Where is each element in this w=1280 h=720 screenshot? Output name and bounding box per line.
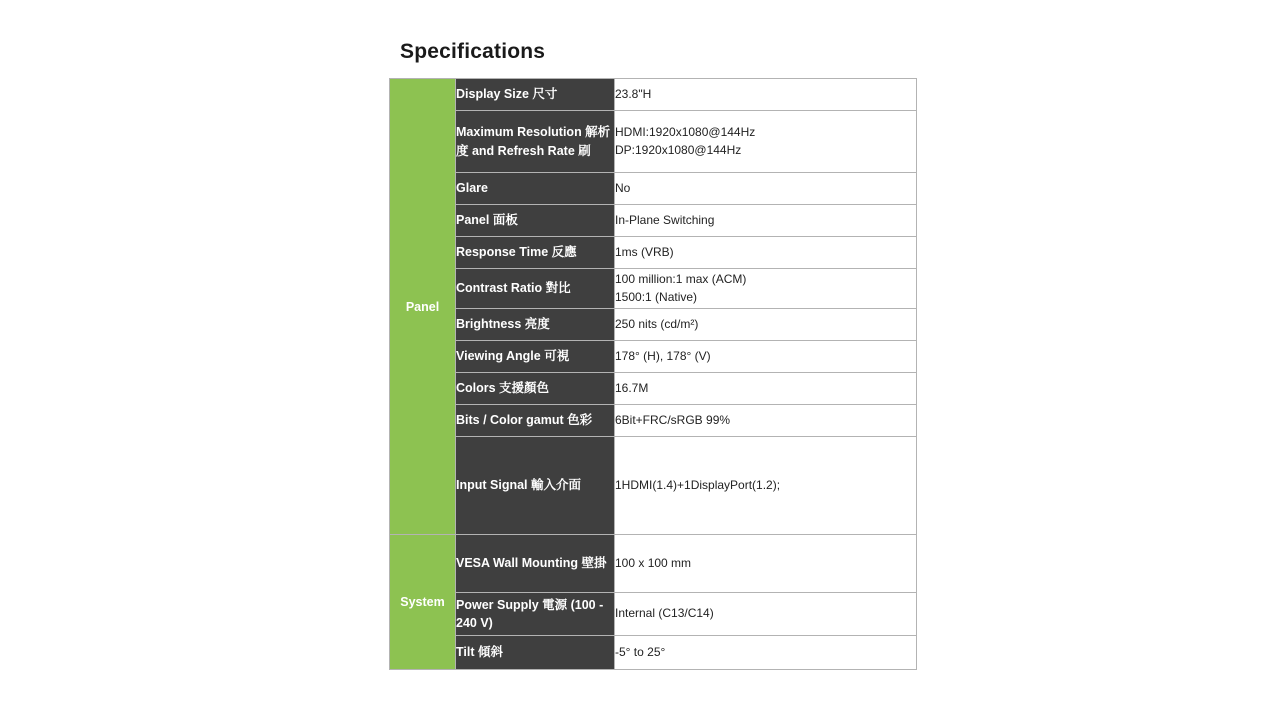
spec-label [456, 309, 615, 341]
spec-value-line: 250 nits (cd/m²) [615, 316, 699, 331]
table-row [390, 269, 917, 309]
spec-label-text: Panel 面板 [456, 213, 518, 228]
spec-value-line: 16.7M [615, 380, 649, 395]
table-row [390, 111, 917, 173]
spec-value [615, 593, 917, 636]
spec-value [615, 636, 917, 670]
table-row [390, 636, 917, 670]
spec-label-text: Input Signal 輸入介面 [456, 478, 581, 493]
spec-value-line: In-Plane Switching [615, 212, 715, 227]
spec-label-text: Tilt 傾斜 [456, 645, 503, 660]
spec-label-text: Maximum Resolution 解析度 and Refresh Rate 刷 [456, 125, 611, 158]
table-row [390, 535, 917, 593]
spec-value-line: 100 x 100 mm [615, 555, 692, 570]
group-label-system: System [390, 535, 456, 670]
spec-label [456, 111, 615, 173]
table-row [390, 405, 917, 437]
spec-label [456, 405, 615, 437]
spec-value-line: No [615, 180, 631, 195]
table-row [390, 237, 917, 269]
spec-value-line: 6Bit+FRC/sRGB 99% [615, 412, 731, 427]
spec-label-text: Bits / Color gamut 色彩 [456, 413, 593, 428]
table-row [390, 341, 917, 373]
spec-value [615, 111, 917, 173]
spec-label-text: Response Time 反應 [456, 245, 577, 260]
spec-label [456, 341, 615, 373]
spec-value-line: 23.8"H [615, 86, 652, 101]
spec-label [456, 205, 615, 237]
table-row [390, 309, 917, 341]
spec-label-text: Power Supply 電源 (100 - 240 V) [456, 597, 604, 630]
spec-value-line: 1ms (VRB) [615, 244, 674, 259]
specifications-table [389, 78, 917, 670]
specifications-table-body [390, 79, 917, 670]
spec-label-text: Contrast Ratio 對比 [456, 281, 571, 296]
spec-label [456, 269, 615, 309]
spec-value-line: -5° to 25° [615, 644, 666, 659]
spec-label-text: Viewing Angle 可視 [456, 349, 570, 364]
page-title: Specifications [400, 40, 546, 63]
spec-value [615, 373, 917, 405]
spec-value-line: 178° (H), 178° (V) [615, 348, 711, 363]
spec-value [615, 341, 917, 373]
spec-value-line: DP:1920x1080@144Hz [615, 142, 742, 157]
spec-value-line: 100 million:1 max (ACM) [615, 272, 747, 287]
spec-label [456, 593, 615, 636]
table-row [390, 205, 917, 237]
spec-label-text: Colors 支援顏色 [456, 381, 550, 396]
spec-value [615, 437, 917, 535]
spec-label [456, 79, 615, 111]
spec-value-line: HDMI:1920x1080@144Hz [615, 125, 756, 140]
group-label-panel: Panel [390, 79, 456, 535]
spec-value [615, 309, 917, 341]
spec-label [456, 535, 615, 593]
spec-label-text: Display Size 尺寸 [456, 87, 558, 102]
spec-label [456, 636, 615, 670]
spec-label [456, 437, 615, 535]
table-row [390, 173, 917, 205]
table-row [390, 79, 917, 111]
spec-value [615, 405, 917, 437]
table-row [390, 373, 917, 405]
spec-label-text: Brightness 亮度 [456, 317, 550, 332]
spec-value [615, 237, 917, 269]
table-row [390, 437, 917, 535]
spec-label [456, 173, 615, 205]
spec-label [456, 373, 615, 405]
spec-value-line: 1HDMI(1.4)+1DisplayPort(1.2); [615, 477, 781, 492]
spec-label [456, 237, 615, 269]
spec-value [615, 79, 917, 111]
spec-value [615, 205, 917, 237]
spec-value [615, 535, 917, 593]
spec-label-text: Glare [456, 181, 488, 196]
spec-label-text: VESA Wall Mounting 壁掛 [456, 556, 607, 571]
spec-value-line: Internal (C13/C14) [615, 606, 714, 621]
table-row [390, 593, 917, 636]
spec-value-line: 1500:1 (Native) [615, 289, 698, 304]
spec-value [615, 269, 917, 309]
spec-value [615, 173, 917, 205]
